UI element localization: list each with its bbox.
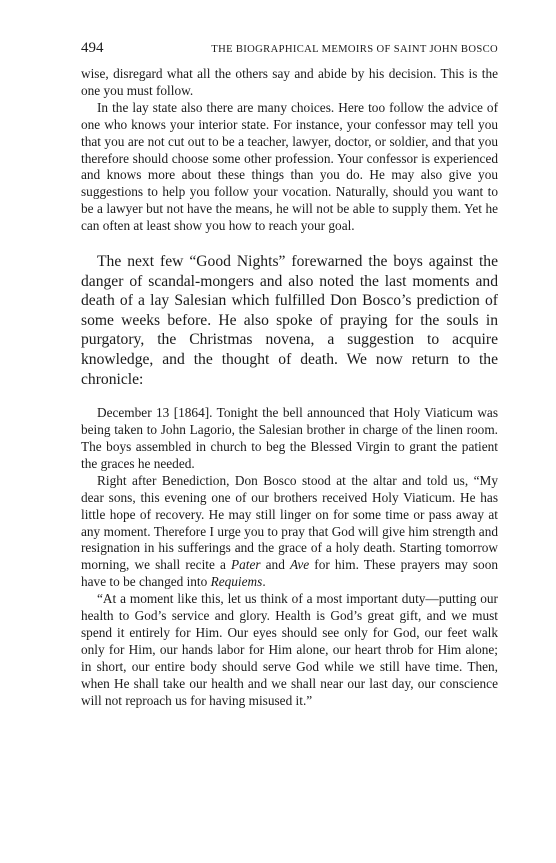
- benediction-text-and: and: [260, 557, 290, 573]
- ave-italic: Ave: [289, 557, 310, 573]
- paragraph-chronicle-date: December 13 [1864]. Tonight the bell announced that Holy Viaticum was being taken to John Lagorio, the Salesian brother in charge of the linen room. The boys assembled in church to beg the Blessed Virgin to grant the patient the graces he needed.: [81, 405, 498, 471]
- paragraph-good-nights: The next few “Good Nights” forewarned the boys against the danger of scandal-mongers and also noted the last moments and death of a lay Salesian which fulfilled Don Bosco’s prediction of some weeks before. He also spoke of praying for the souls in purgatory, the Christmas novena, a suggestion to acquire knowledge, and the thought of death. We now return to the chronicle:: [81, 253, 498, 388]
- book-page: [81, 40, 498, 710]
- running-title: THE BIOGRAPHICAL MEMOIRS OF SAINT JOHN BOSCO: [211, 44, 498, 55]
- paragraph-benediction: [81, 473, 498, 591]
- paragraph-continuation: wise, disregard what all the others say and abide by his decision. This is the one you must follow.: [81, 66, 498, 98]
- requiems-italic: Requiems: [210, 574, 263, 590]
- page-number: 494: [81, 40, 104, 56]
- benediction-text-b: for him. These prayers may soon have to be changed into: [81, 557, 498, 590]
- paragraph-health-duty: “At a moment like this, let us think of a most important duty—putting our health to God’s service and glory. Health is God’s great gift, and we must spend it entirely for Him. Our eyes should see only for God, our feet walk only for Him, our hands labor for Him alone, our heart throb for Him alone; in short, our entire body should serve God while we still have time. Then, when He shall take our health and we shall near our last day, our conscience will not reproach us for having misused it.”: [81, 591, 498, 708]
- pater-italic: Pater: [230, 557, 261, 573]
- benediction-text-end: .: [262, 574, 266, 590]
- paragraph-lay-state: In the lay state also there are many choices. Here too follow the advice of one who knows your interior state. For instance, your confessor may tell you that you are not cut out to be a teacher, lawyer, doctor, or soldier, and that you therefore should choose some other profession. Your confessor is experienced and knows more about these things than you do. He may also give you suggestions to help you follow your vocation. Naturally, should you want to be a lawyer but not have the means, he will not be able to supply them. Yet he can often at least show you how to reach your goal.: [81, 99, 498, 234]
- benediction-text-a: Right after Benediction, Don Bosco stood at the altar and told us, “My dear sons, this evening one of our brothers received Holy Viaticum. He has little hope of recovery. He may still linger on for some time or pass away at any moment. Therefore I urge you to pray that God will give him strength and resignation in his sufferings and the grace of a holy death. Starting tomorrow morning, we shall recite a: [81, 472, 498, 573]
- page-header: [81, 40, 498, 58]
